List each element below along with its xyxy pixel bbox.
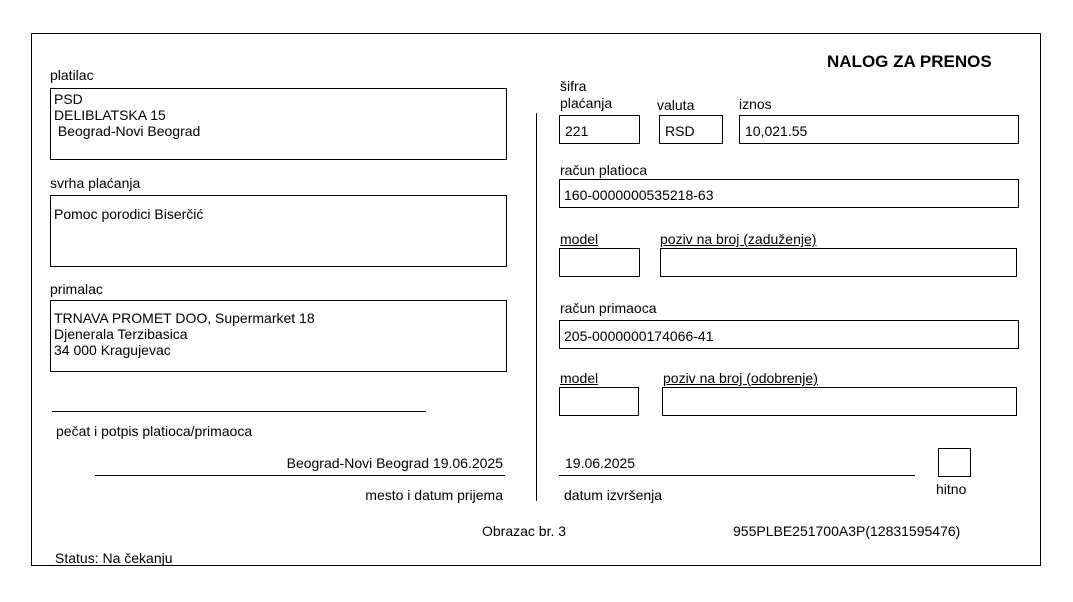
payer-account-label: račun platioca: [560, 162, 648, 178]
credit-model-label: model: [560, 370, 599, 386]
recipient-line: Djenerala Terzibasica: [54, 326, 188, 342]
recipient-line: 34 000 Kragujevac: [54, 342, 171, 358]
form-number: Obrazac br. 3: [482, 523, 567, 539]
payment-code-label: šifra: [560, 78, 587, 94]
urgent-checkbox[interactable]: [938, 448, 971, 477]
recipient-account-value: 205-0000000174066-41: [564, 328, 714, 344]
credit-reference-label: poziv na broj (odobrenje): [663, 370, 818, 386]
credit-model-field[interactable]: [559, 387, 639, 416]
execution-date-line: [559, 475, 915, 476]
payer-line: DELIBLATSKA 15: [54, 107, 166, 123]
amount-field[interactable]: [739, 115, 1019, 144]
debit-reference-field[interactable]: [660, 248, 1017, 277]
debit-reference-label: poziv na broj (zaduženje): [660, 231, 817, 247]
purpose-field[interactable]: [50, 195, 507, 267]
payer-account-field[interactable]: [559, 179, 1019, 208]
currency-field[interactable]: [659, 115, 723, 144]
recipient-label: primalac: [50, 281, 103, 297]
payment-code-label-2: plaćanja: [560, 95, 613, 111]
payment-order-form: [31, 33, 1041, 566]
recipient-field[interactable]: [50, 300, 507, 372]
purpose-value: Pomoc porodici Biserčić: [54, 206, 204, 222]
payer-account-value: 160-0000000535218-63: [564, 187, 714, 203]
currency-label: valuta: [657, 97, 695, 113]
purpose-label: svrha plaćanja: [50, 175, 141, 191]
place-date-label: mesto i datum prijema: [365, 487, 503, 503]
debit-model-label: model: [560, 231, 599, 247]
form-title: NALOG ZA PRENOS: [827, 52, 992, 71]
currency-value: RSD: [665, 123, 695, 139]
reference-code: 955PLBE251700A3P(12831595476): [733, 523, 961, 539]
amount-label: iznos: [739, 96, 772, 112]
execution-date-value: 19.06.2025: [565, 455, 636, 471]
status-text: Status: Na čekanju: [55, 550, 173, 566]
credit-reference-field[interactable]: [662, 387, 1017, 416]
signature-line: [52, 411, 426, 412]
payment-code-field[interactable]: [559, 115, 640, 144]
place-date-line: [95, 475, 505, 476]
debit-model-field[interactable]: [559, 248, 640, 277]
payer-field[interactable]: [50, 88, 507, 160]
payer-label: platilac: [50, 67, 94, 83]
recipient-account-field[interactable]: [559, 320, 1019, 349]
payment-code-value: 221: [565, 123, 589, 139]
center-divider: [536, 113, 537, 501]
signature-label: pečat i potpis platioca/primaoca: [56, 423, 253, 439]
execution-date-label: datum izvršenja: [564, 487, 663, 503]
payer-line: Beograd-Novi Beograd: [54, 123, 201, 139]
urgent-label: hitno: [936, 481, 967, 497]
place-date-value: Beograd-Novi Beograd 19.06.2025: [286, 455, 503, 471]
recipient-line: TRNAVA PROMET DOO, Supermarket 18: [54, 310, 315, 326]
payer-line: PSD: [54, 91, 83, 107]
amount-value: 10,021.55: [745, 123, 808, 139]
recipient-account-label: račun primaoca: [560, 300, 657, 316]
